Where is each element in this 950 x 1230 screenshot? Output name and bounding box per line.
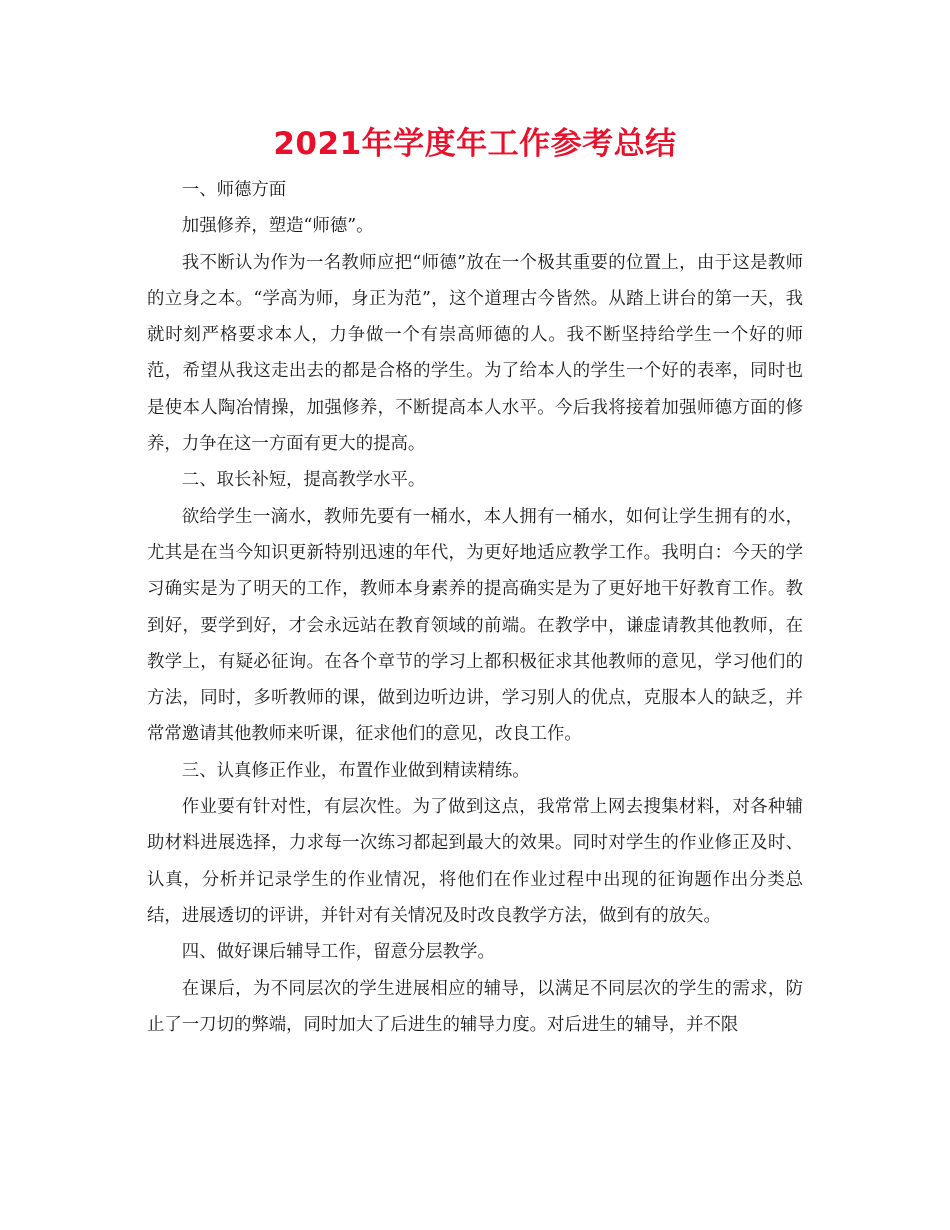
document-title: 2021年学度年工作参考总结: [273, 126, 677, 162]
subheading-ethics: 加强修养，塑造“师德”。: [181, 216, 374, 237]
section-heading-tutoring: 四、做好课后辅导工作，留意分层教学。: [181, 942, 495, 963]
document-page: [147, 118, 803, 1043]
paragraph-ethics-body: 我不断认为作为一名教师应把“师德”放在一个极其重要的位置上，由于这是教师的立身之本。“学高为师，身正为范”，这个道理古今皆然。从踏上讲台的第一天，我就时刻严格要求本人，力争做一个有崇高师德的人。我不断坚持给学生一个好的师范，希望从我这走出去的都是合格的学生。为了给本人的学生一个好的表率，同时也是使本人陶冶情操，加强修养，不断提高本人水平。今后我将接着加强师德方面的修养，力争在这一方面有更大的提高。: [147, 252, 803, 455]
section-heading-teaching: 二、取长补短，提高教学水平。: [181, 470, 426, 491]
paragraph-homework-body: 作业要有针对性，有层次性。为了做到这点，我常常上网去搜集材料，对各种辅助材料进展选择，力求每一次练习都起到最大的效果。同时对学生的作业修正及时、认真，分析并记录学生的作业情况，将他们在作业过程中出现的征询题作出分类总结，进展透切的评讲，并针对有关情况及时改良教学方法，做到有的放矢。: [147, 797, 803, 926]
paragraph-tutoring-body: 在课后，为不同层次的学生进展相应的辅导，以满足不同层次的学生的需求，防止了一刀切的弊端，同时加大了后进生的辅导力度。对后进生的辅导，并不限: [147, 978, 803, 1035]
section-heading-homework: 三、认真修正作业，布置作业做到精读精练。: [181, 760, 530, 781]
paragraph-teaching-body: 欲给学生一滴水，教师先要有一桶水，本人拥有一桶水，如何让学生拥有的水，尤其是在当今知识更新特别迅速的年代，为更好地适应教学工作。我明白：今天的学习确实是为了明天的工作，教师本身素养的提高确实是为了更好地干好教育工作。教到好，要学到好，才会永远站在教育领域的前端。在教学中，谦虚请教其他教师，在教学上，有疑必征询。在各个章节的学习上都积极征求其他教师的意见，学习他们的方法，同时，多听教师的课，做到边听边讲，学习别人的优点，克服本人的缺乏，并常常邀请其他教师来听课，征求他们的意见，改良工作。: [147, 506, 803, 745]
section-heading-ethics: 一、师德方面: [181, 180, 287, 200]
